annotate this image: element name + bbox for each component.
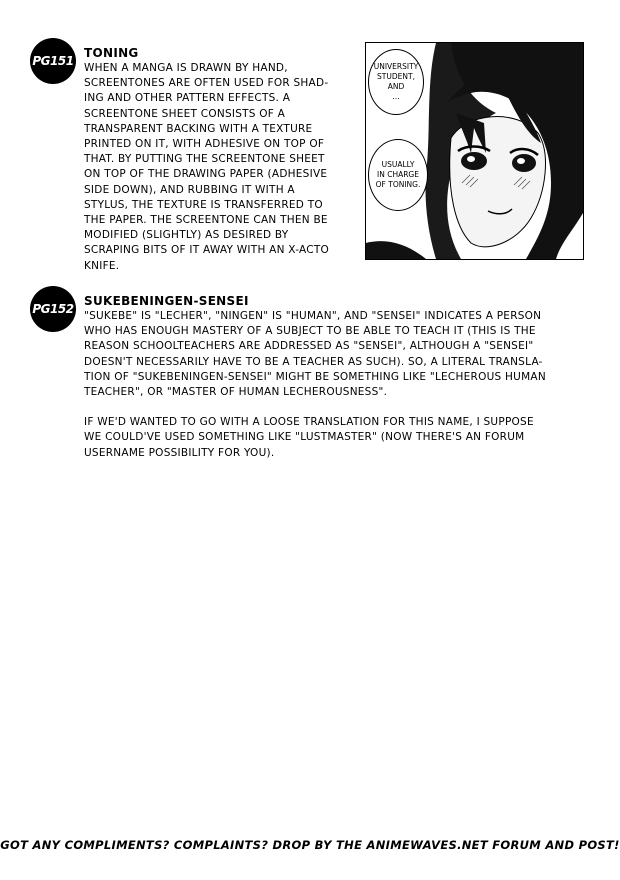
page-badge-pg151: PG151 — [30, 38, 76, 84]
note-body: WHEN A MANGA IS DRAWN BY HAND, SCREENTONES ARE OFTEN USED FOR SHAD- ING AND OTHER PATTERN EFFECTS. A SCREENTONE SHEET CONSISTS OF A TRANSPARENT BACKING WITH A TEXTURE PRINTED ON IT, WITH ADHESIVE ON TOP OF THAT. BY PUTTING THE SCREENTONE SHEET ON TOP OF THE DRAWING PAPER (ADHESIVE SIDE DOWN), AND RUBBING IT WITH A STYLUS, THE TEXTURE IS TRANSFERRED TO THE PAPER. THE SCREENTONE CAN THEN BE MODIFIED (SLIGHTLY) AS DESIRED BY SCRAPING BITS OF IT AWAY WITH AN X-ACTO KNIFE. — [84, 62, 330, 272]
page-badge-pg152: PG152 — [30, 286, 76, 332]
manga-panel-illustration — [365, 42, 584, 260]
note-toning — [84, 46, 356, 274]
note-sukebeningen-sensei — [84, 294, 604, 461]
note-title: TONING — [84, 46, 139, 60]
note-title: SUKEBENINGEN-SENSEI — [84, 294, 249, 308]
speech-bubble-bottom: USUALLY IN CHARGE OF TONING. — [368, 139, 428, 211]
footer-forum-plug: GOT ANY COMPLIMENTS? COMPLAINTS? DROP BY THE ANIMEWAVES.NET FORUM AND POST! — [0, 838, 620, 852]
note-body-2: IF WE'D WANTED TO GO WITH A LOOSE TRANSLATION FOR THIS NAME, I SUPPOSE WE COULD'VE USED SOMETHING LIKE "LUSTMASTER" (NOW THERE'S AN FORUM USERNAME POSSIBILITY FOR YOU). — [84, 416, 534, 459]
note-body: "SUKEBE" IS "LECHER", "NINGEN" IS "HUMAN", AND "SENSEI" INDICATES A PERSON WHO HAS ENOUGH MASTERY OF A SUBJECT TO BE ABLE TO TEACH IT (THIS IS THE REASON SCHOOLTEACHERS ARE ADDRESSED AS "SENSEI", ALTHOUGH A "SENSEI" DOESN'T NECESSARILY HAVE TO BE A TEACHER AS SUCH). SO, A LITERAL TRANSLA- TION OF "SUKEBENINGEN-SENSEI" MIGHT BE SOMETHING LIKE "LECHEROUS HUMAN TEACHER", OR "MASTER OF HUMAN LECHEROUSNESS". — [84, 310, 546, 399]
speech-bubble-top: UNIVERSITY STUDENT, AND ... — [368, 49, 424, 115]
